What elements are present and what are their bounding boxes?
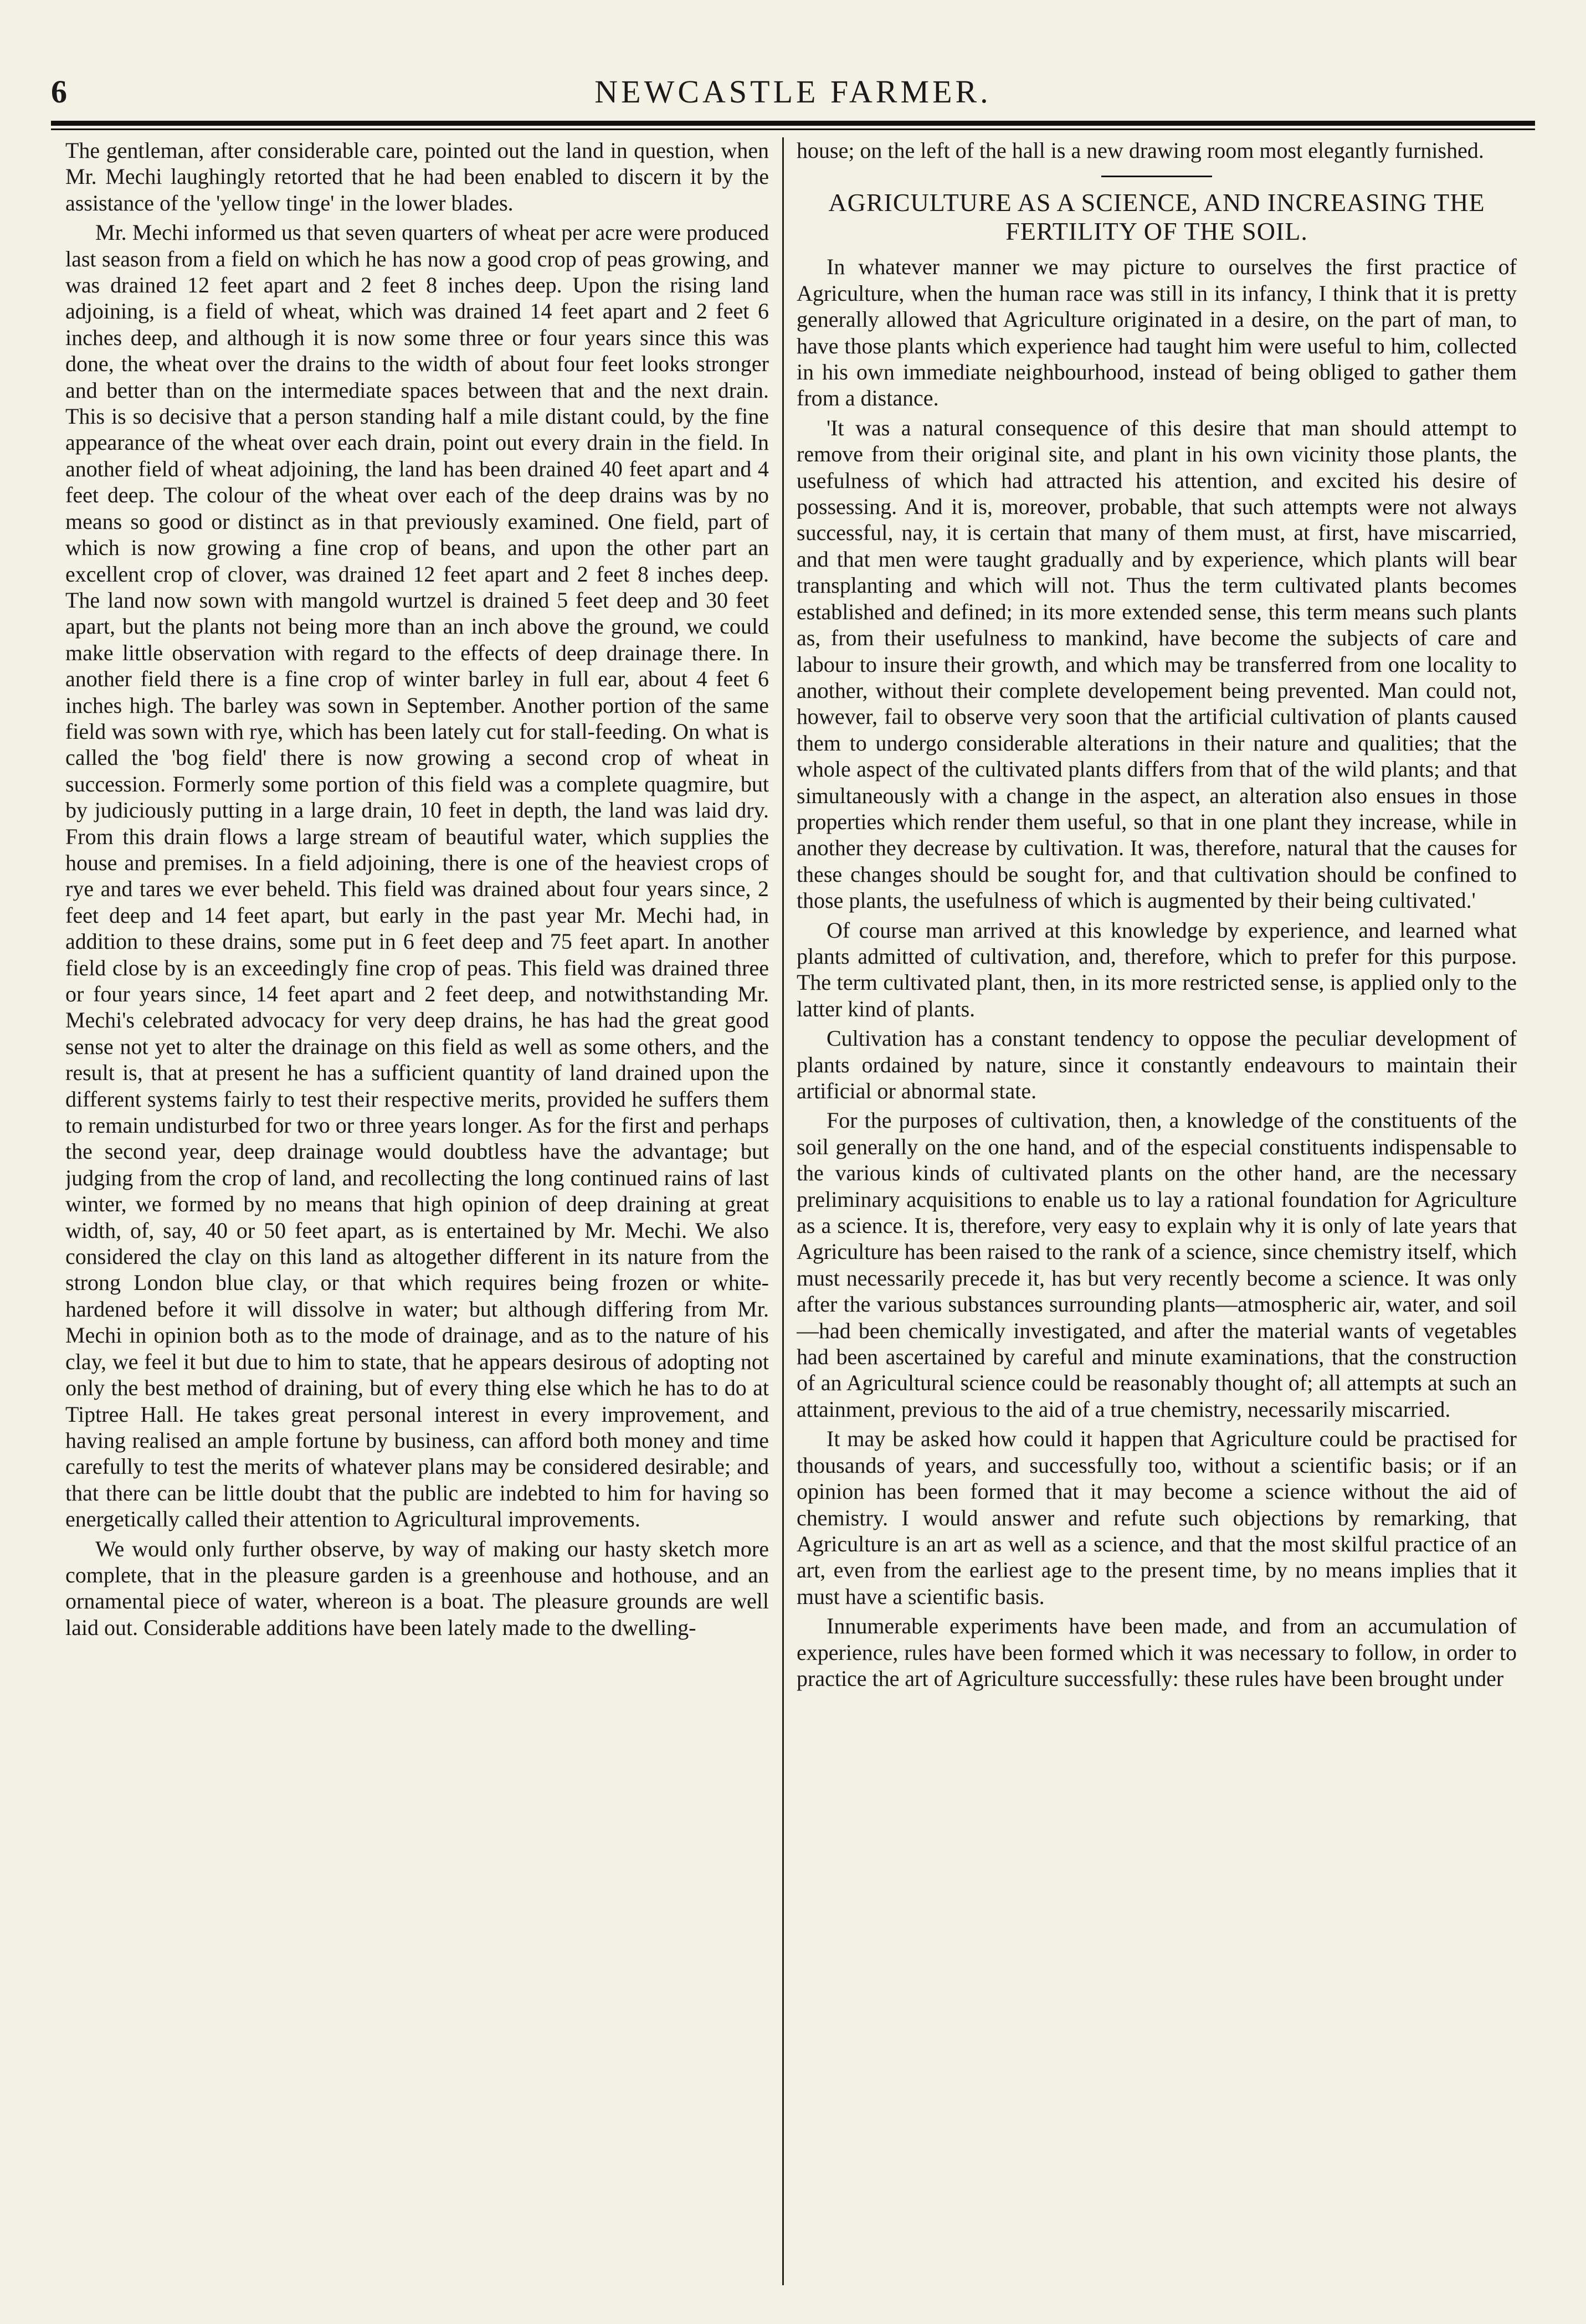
left-paragraph-2: Mr. Mechi informed us that seven quarters of wheat per acre were produced last season from a field on which he has now a good crop of peas growing, and was drained 12 feet apart and 2 feet 8 inches deep. Upon the rising land adjoining, is a field of wheat, which was drained 14 feet apart and 2 feet 6 inches deep, and although it is now some three or four years since this was done, the wheat over the drains to the width of about four feet looks stronger and better than on the intermediate spaces between that and the next drain. This is so decisive that a person standing half a mile distant could, by the fine appearance of the wheat over each drain, point out every drain in the field. In another field of wheat adjoining, the land has been drained 40 feet apart and 4 feet deep. The colour of the wheat over each of the deep drains was by no means so good or distinct as in that previously examined. One field, part of which is now growing a fine crop of beans, and upon the other part an excellent crop of clover, was drained 12 feet apart and 2 feet 8 inches deep. The land now sown with mangold wurtzel is drained 5 feet deep and 30 feet apart, but the plants not being more than an inch above the ground, we could make little observation with regard to the effects of deep drainage there. In another field there is a fine crop of winter barley in full ear, about 4 feet 6 inches high. The barley was sown in September. Another portion of the same field was sown with rye, which has been lately cut for stall-feeding. On what is called the 'bog field' there is now growing a second crop of wheat in succession. Formerly some portion of this field was a complete quagmire, but by judiciously putting in a large drain, 10 feet in depth, the land was laid dry. From this drain flows a large stream of beautiful water, which supplies the house and premises. In a field adjoining, there is one of the heaviest crops of rye and tares we ever beheld. This field was drained about four years since, 2 feet deep and 14 feet apart, but early in the past year Mr. Mechi had, in addition to these drains, some put in 6 feet deep and 75 feet apart. In another field close by is an exceedingly fine crop of peas. This field was drained three or four years since, 14 feet apart and 2 feet deep, and notwithstanding Mr. Mechi's celebrated advocacy for very deep drains, he has had the great good sense not yet to alter the drainage on this field as well as some others, and the result is, that at present he has a sufficient quantity of land drained upon the different systems fairly to test their respective merits, provided he suffers them to remain undisturbed for two or three years longer. As for the first and perhaps the second year, deep drainage would doubtless have the advantage; but judging from the crop of land, and recollecting the long continued rains of last winter, we formed by no means that high opinion of deep draining at great width, of, say, 40 or 50 feet apart, as is entertained by Mr. Mechi. We also considered the clay on this land as altogether different in its nature from the strong London blue clay, or that which requires being frozen or white-hardened before it will dissolve in water; but although differing from Mr. Mechi in opinion both as to the mode of drainage, and as to the nature of his clay, we feel it but due to him to state, that he appears desirous of adopting not only the best method of draining, but of every thing else which he has to do at Tiptree Hall. He takes great personal interest in every improvement, and having realised an ample fortune by business, can afford both money and time carefully to test the merits of whatever plans may be considered desirable; and that there can be little doubt that the public are indebted to him for having so energetically called their attention to Agricultural improvements.	[65, 220, 769, 1532]
header-rule-thick	[51, 121, 1535, 126]
left-paragraph-3: We would only further observe, by way of making our hasty sketch more complete, that in the pleasure garden is a greenhouse and hothouse, and an ornamental piece of water, whereon is a boat. The pleasure grounds are well laid out. Considerable additions have been lately made to the dwelling-	[65, 1536, 769, 1640]
right-paragraph-6: It may be asked how could it happen that Agriculture could be practised for thousands of years, and successfully too, without a scientific basis; or if an opinion has been formed that it may become a science without the aid of chemistry. I would answer and refute such objections by remarking, that Agriculture is an art as well as a science, and that the most skilful practice of an art, even from the earliest age to the present time, by no means implies that it must have a scientific basis.	[797, 1426, 1517, 1609]
right-continuation: house; on the left of the hall is a new drawing room most elegantly furnished.	[797, 138, 1484, 163]
right-paragraph-3: Of course man arrived at this knowledge by experience, and learned what plants admitted of cultivation, and, therefore, which to prefer for this purpose. The term cultivated plant, then, in its more restricted sense, is applied only to the latter kind of plants.	[797, 917, 1517, 1021]
left-column	[65, 137, 769, 2280]
section-divider	[1101, 176, 1212, 177]
page-number: 6	[51, 74, 67, 110]
column-divider	[782, 137, 784, 2285]
page-header	[51, 65, 1535, 116]
right-paragraph-1: In whatever manner we may picture to ourselves the first practice of Agriculture, when the human race was still in its infancy, I think that it is pretty generally allowed that Agriculture originated in a desire, on the part of man, to have those plants which experience had taught him were useful to him, collected in his own immediate neighbourhood, instead of being obliged to gather them from a distance.	[797, 254, 1517, 411]
right-paragraph-2: 'It was a natural consequence of this desire that man should attempt to remove from their original site, and plant in his own vicinity those plants, the usefulness of which had attracted his attention, and excited his desire of possessing. And it is, moreover, probable, that such attempts were not always successful, nay, it is certain that many of them must, at first, have miscarried, and that men were taught gradually and by experience, which plants will bear transplanting and which will not. Thus the term cultivated plants becomes established and defined; in its more extended sense, this term means such plants as, from their usefulness to mankind, have become the subjects of care and labour to insure their growth, and which may be transferred from one locality to another, without their complete developement being prevented. Man could not, however, fail to observe very soon that the artificial cultivation of plants caused them to undergo considerable alterations in their nature and qualities; that the whole aspect of the cultivated plants differs from that of the wild plants; and that simultaneously with a change in the aspect, an alteration also ensues in those properties which render them useful, so that in one plant they increase, while in another they decrease by cultivation. It was, therefore, natural that the causes for these changes should be sought for, and that cultivation should be confined to those plants, the usefulness of which is augmented by their being cultivated.'	[797, 415, 1517, 913]
header-rule-thin	[51, 128, 1535, 130]
right-paragraph-4: Cultivation has a constant tendency to oppose the peculiar development of plants ordained by nature, since it constantly endeavours to maintain their artificial or abnormal state.	[797, 1026, 1517, 1103]
right-paragraph-7: Innumerable experiments have been made, and from an accumulation of experience, rules have been formed which it was necessary to follow, in order to practice the art of Agriculture successfully: these rules have been brought under	[797, 1613, 1517, 1691]
running-title: NEWCASTLE FARMER.	[594, 74, 992, 110]
article-title: AGRICULTURE AS A SCIENCE, AND INCREASING THE FERTILITY OF THE SOIL.	[828, 188, 1485, 246]
right-column	[797, 137, 1517, 2280]
left-paragraph-1: The gentleman, after considerable care, pointed out the land in question, when Mr. Mechi laughingly retorted that he had been enabled to discern it by the assistance of the 'yellow tinge' in the lower blades.	[65, 138, 769, 215]
right-paragraph-5: For the purposes of cultivation, then, a knowledge of the constituents of the soil generally on the one hand, and of the especial constituents indispensable to the various kinds of cultivated plants on the other hand, are the necessary preliminary acquisitions to enable us to lay a rational foundation for Agriculture as a science. It is, therefore, very easy to explain why it is only of late years that Agriculture has been raised to the rank of a science, since chemistry itself, which must necessarily precede it, has but very recently become a science. It was only after the various substances surrounding plants—atmospheric air, water, and soil—had been chemically investigated, and after the material wants of vegetables had been ascertained by careful and minute examinations, that the construction of an Agricultural science could be reasonably thought of; all attempts at such an attainment, previous to the aid of a true chemistry, necessarily miscarried.	[797, 1108, 1517, 1422]
